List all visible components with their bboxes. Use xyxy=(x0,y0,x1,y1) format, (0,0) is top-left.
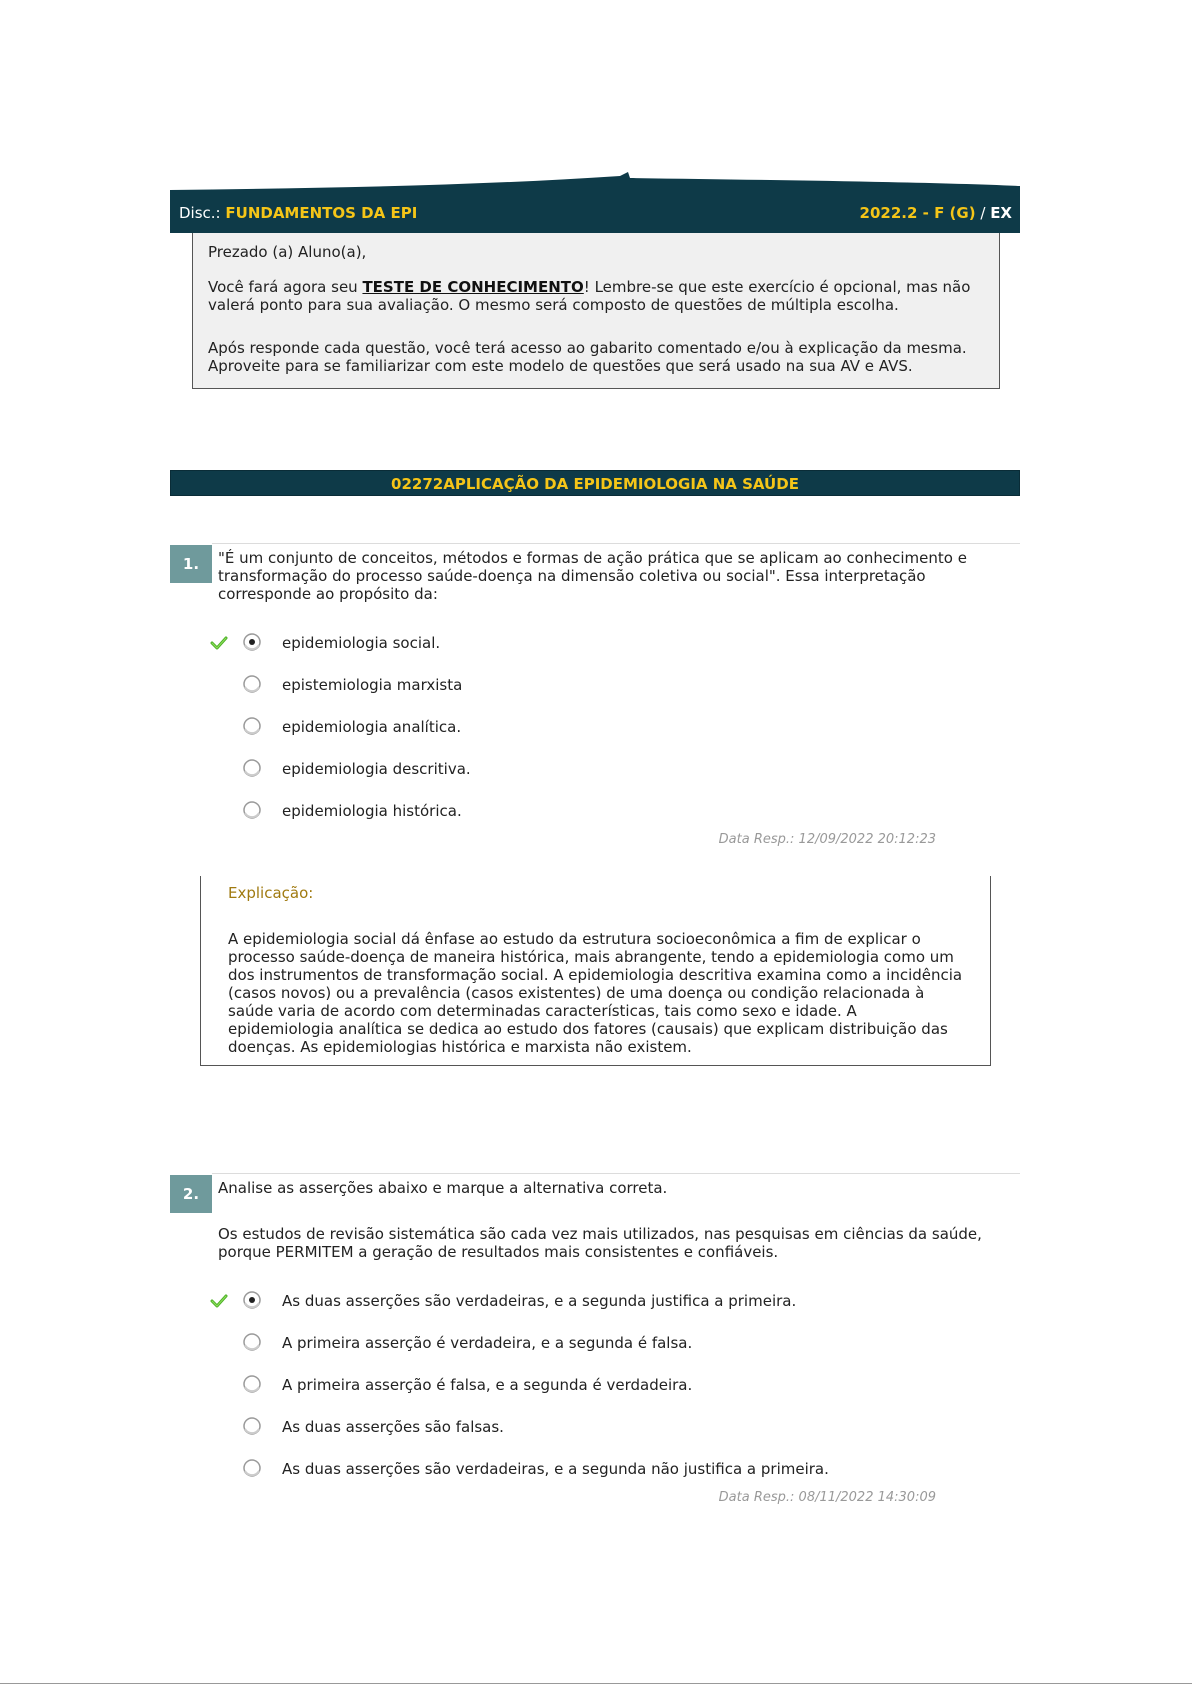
mode-link[interactable]: EX xyxy=(990,204,1012,222)
intro-greeting: Prezado (a) Aluno(a), xyxy=(208,243,367,261)
check-slot xyxy=(210,1333,242,1353)
option-label: As duas asserções são verdadeiras, e a segunda não justifica a primeira. xyxy=(282,1460,829,1478)
option-label: epidemiologia descritiva. xyxy=(282,760,471,778)
intro-box xyxy=(192,233,1000,389)
option-b[interactable] xyxy=(210,673,462,697)
option-b[interactable] xyxy=(210,1331,692,1355)
option-a[interactable] xyxy=(210,1289,796,1313)
intro-emphasis: TESTE DE CONHECIMENTO xyxy=(362,278,584,296)
radio-selected-icon[interactable] xyxy=(242,632,282,654)
question-assertion: Os estudos de revisão sistemática são cada vez mais utilizados, nas pesquisas em ciências da saúde, porque PERMITEM a geração de resultados mais consistentes e confiáveis. xyxy=(218,1225,982,1261)
radio-icon[interactable] xyxy=(242,758,282,780)
radio-icon[interactable] xyxy=(242,1416,282,1438)
question-statement: Analise as asserções abaixo e marque a alternativa correta. xyxy=(218,1179,668,1197)
discipline-header xyxy=(170,193,1020,233)
radio-icon[interactable] xyxy=(242,1458,282,1480)
period: 2022.2 - F (G) xyxy=(859,204,976,222)
question-divider xyxy=(212,1173,1020,1174)
explanation-box xyxy=(200,876,991,1066)
intro-text: Você fará agora seu xyxy=(208,278,363,296)
radio-icon[interactable] xyxy=(242,1332,282,1354)
option-d[interactable] xyxy=(210,1415,504,1439)
option-a[interactable] xyxy=(210,631,440,655)
option-c[interactable] xyxy=(210,1373,692,1397)
explanation-title: Explicação: xyxy=(228,884,314,902)
question-statement: "É um conjunto de conceitos, métodos e formas de ação prática que se aplicam ao conhecimento e transformação do processo saúde-doença na dimensão coletiva ou social". Essa interpretação corresponde ao propósito da: xyxy=(218,549,967,603)
option-label: epidemiologia analítica. xyxy=(282,718,462,736)
check-slot xyxy=(210,801,242,821)
correct-check-icon xyxy=(210,633,242,653)
answer-timestamp: Data Resp.: 08/11/2022 14:30:09 xyxy=(718,1490,936,1505)
option-label: As duas asserções são verdadeiras, e a segunda justifica a primeira. xyxy=(282,1292,797,1310)
question-number: 2. xyxy=(170,1175,212,1213)
radio-icon[interactable] xyxy=(242,674,282,696)
check-slot xyxy=(210,759,242,779)
disc-label: Disc.: xyxy=(179,204,221,222)
separator: / xyxy=(980,204,986,222)
option-d[interactable] xyxy=(210,757,471,781)
section-title: 02272APLICAÇÃO DA EPIDEMIOLOGIA NA SAÚDE xyxy=(170,470,1020,496)
option-e[interactable] xyxy=(210,799,462,823)
answer-timestamp: Data Resp.: 12/09/2022 20:12:23 xyxy=(718,832,936,847)
option-label: epidemiologia social. xyxy=(282,634,441,652)
correct-check-icon xyxy=(210,1291,242,1311)
intro-text-after: ! Lembre-se que este exercício é opcional, mas não valerá ponto para sua avaliação. O mesmo será composto de questões de múltipla escolha. xyxy=(208,278,971,314)
question-text xyxy=(218,1179,1008,1261)
question-number: 1. xyxy=(170,545,212,583)
option-e[interactable] xyxy=(210,1457,829,1481)
discipline-info xyxy=(179,204,417,222)
check-slot xyxy=(210,675,242,695)
check-slot xyxy=(210,1417,242,1437)
page-bottom-divider xyxy=(0,1683,1192,1684)
radio-icon[interactable] xyxy=(242,716,282,738)
intro-paragraph xyxy=(208,278,984,314)
radio-icon[interactable] xyxy=(242,1374,282,1396)
disc-name: FUNDAMENTOS DA EPI xyxy=(225,204,418,222)
intro-paragraph-2: Após responde cada questão, você terá acesso ao gabarito comentado e/ou à explicação da mesma. Aproveite para se familiarizar com este modelo de questões que será usado na sua AV e AVS. xyxy=(208,339,967,375)
check-slot xyxy=(210,1459,242,1479)
option-label: A primeira asserção é verdadeira, e a segunda é falsa. xyxy=(282,1334,693,1352)
option-label: epidemiologia histórica. xyxy=(282,802,462,820)
option-label: epistemiologia marxista xyxy=(282,676,463,694)
check-slot xyxy=(210,1375,242,1395)
explanation-text: A epidemiologia social dá ênfase ao estudo da estrutura socioeconômica a fim de explicar o processo saúde-doença de maneira histórica, mais abrangente, tendo a epidemiologia como um dos instrumentos de transformação social. A epidemiologia descritiva examina como a incidência (casos novos) ou a prevalência (casos existentes) de uma doença ou condição relacionada à saúde varia de acordo com determinadas características, tais como sexo e idade. A epidemiologia analítica se dedica ao estudo dos fatores (causais) que explicam distribuição das doenças. As epidemiologias histórica e marxista não existem. xyxy=(228,930,963,1056)
question-divider xyxy=(212,543,1020,544)
radio-icon[interactable] xyxy=(242,800,282,822)
radio-selected-icon[interactable] xyxy=(242,1290,282,1312)
question-text xyxy=(218,549,1008,603)
option-label: As duas asserções são falsas. xyxy=(282,1418,504,1436)
period-info xyxy=(860,204,1012,222)
option-c[interactable] xyxy=(210,715,461,739)
check-slot xyxy=(210,717,242,737)
option-label: A primeira asserção é falsa, e a segunda é verdadeira. xyxy=(282,1376,693,1394)
